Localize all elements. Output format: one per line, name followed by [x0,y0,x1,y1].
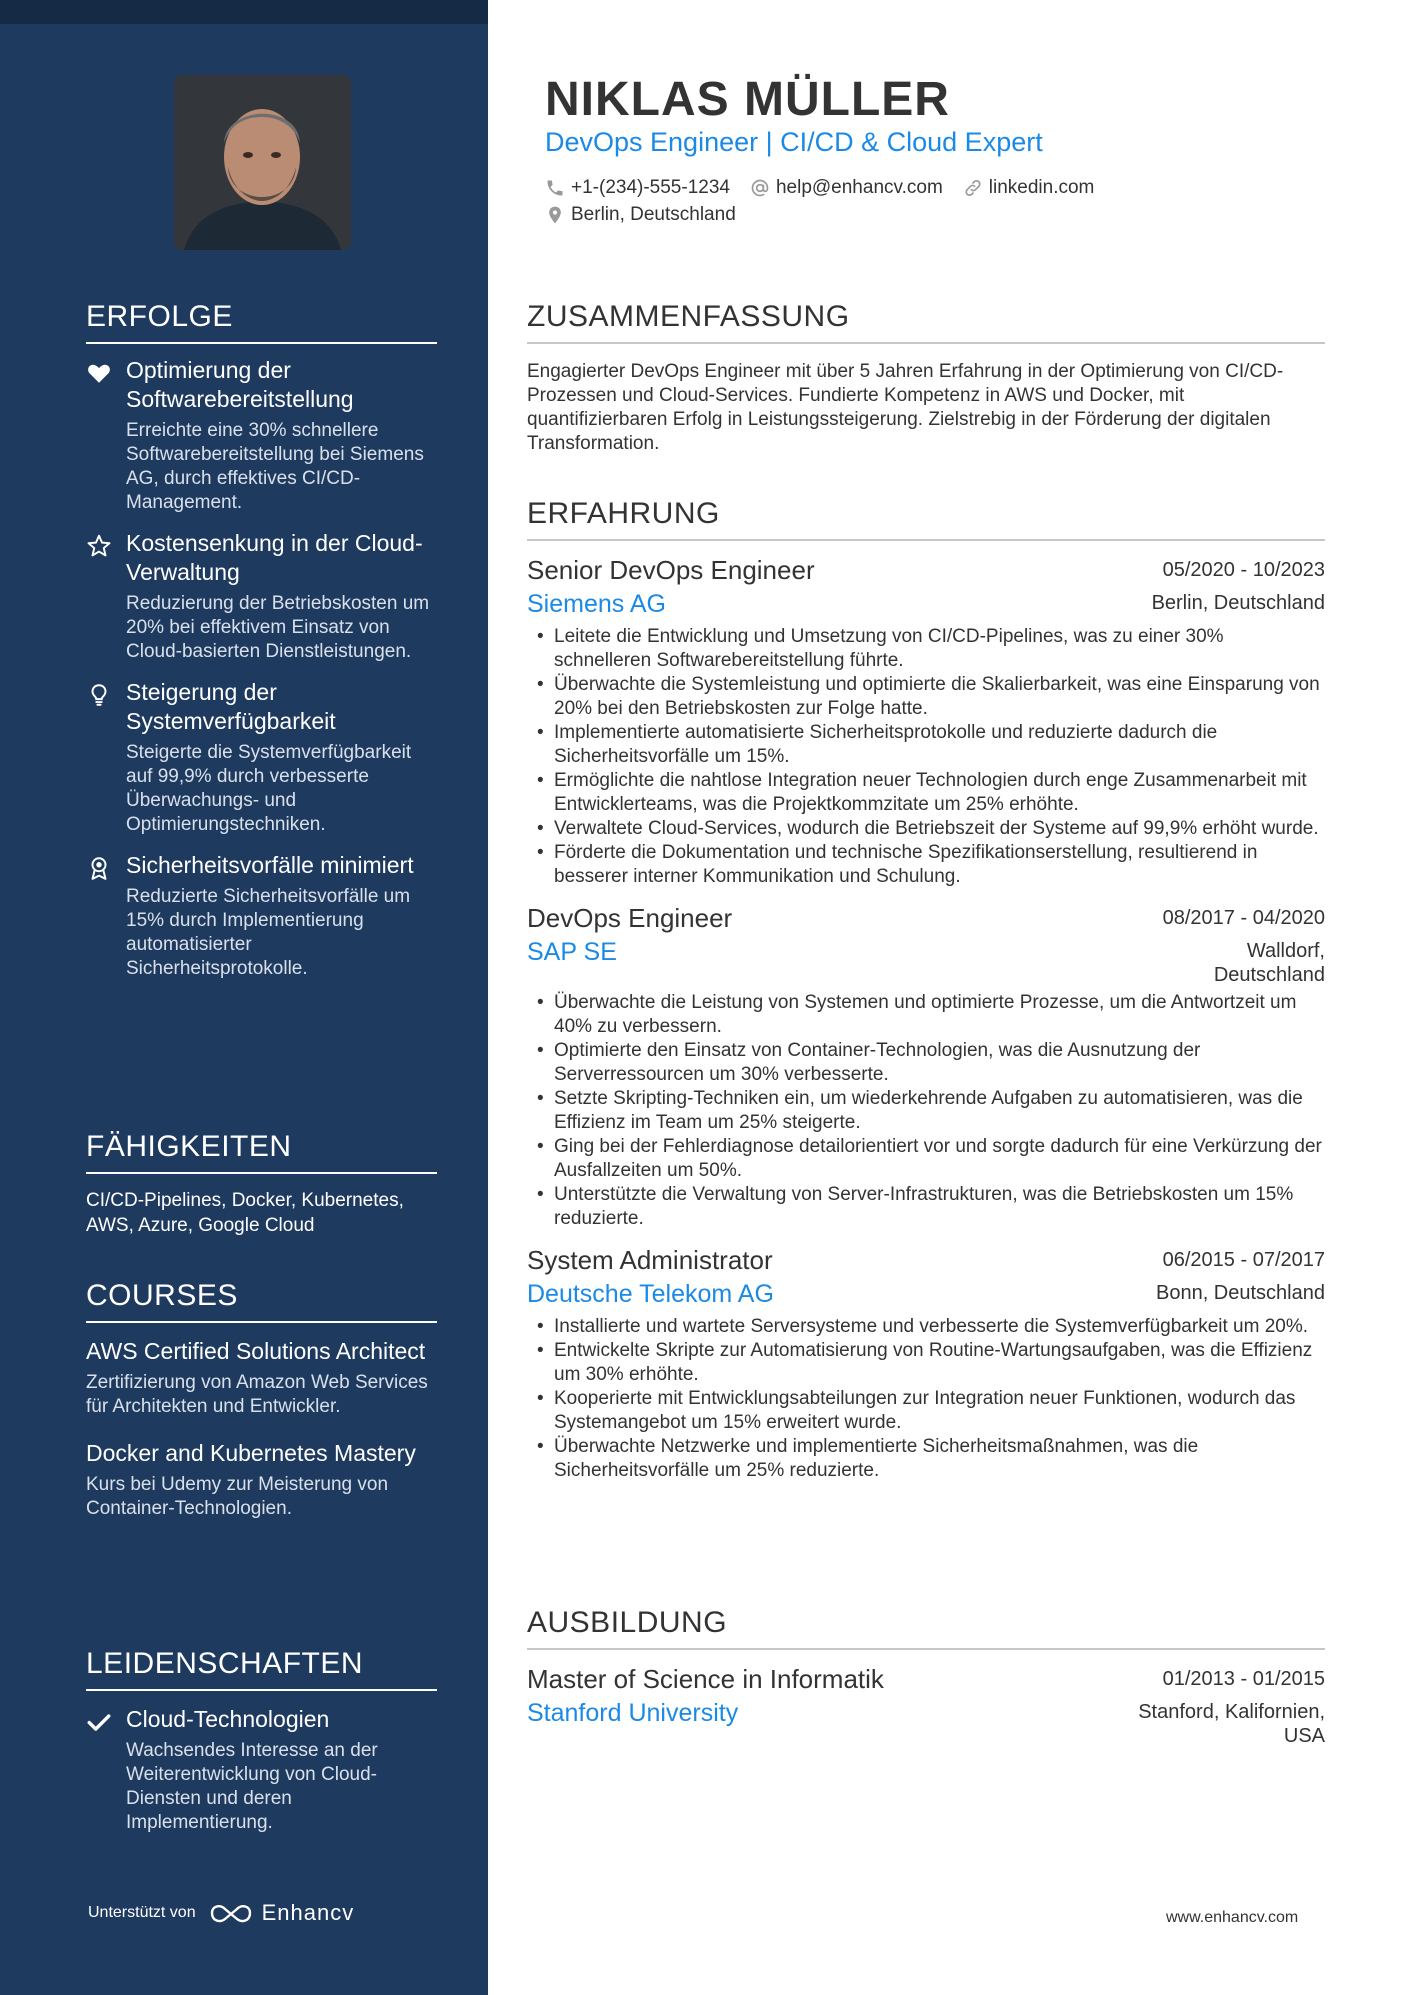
job-dates: 05/2020 - 10/2023 [1162,559,1325,581]
phone-icon [545,178,565,198]
enhancv-logo[interactable] [208,1900,355,1926]
lightbulb-icon [86,682,112,708]
achievement-item [86,678,437,837]
job-bullet: • Verwaltete Cloud-Services, wodurch die Betriebszeit der Systeme auf 99,9% erhöht wurde. [527,817,1325,841]
job-title: Senior DevOps Engineer [527,555,815,585]
contact-row-location [545,204,736,226]
skills-section [86,1130,437,1238]
achievement-desc: Reduzierte Sicherheitsvorfälle um 15% durch Implementierung automatisierter Sicherheitsprotokolle. [126,886,411,979]
job-entry [527,553,1325,889]
courses-heading: COURSES [86,1279,437,1323]
job-bullet: • Setzte Skripting-Techniken ein, um wiederkehrende Aufgaben zu automatisieren, was die Effizienz im Team um 25% steigerte. [527,1087,1325,1135]
job-title: System Administrator [527,1245,773,1275]
job-bullet: • Ermöglichte die nahtlose Integration neuer Technologien durch enge Zusammenarbeit mit Entwicklerteams, was die Projektkommzitate um 25% erhöhte. [527,769,1325,817]
contact-location [545,204,736,226]
achievement-desc: Reduzierung der Betriebskosten um 20% bei effektivem Einsatz von Cloud-basierten Dienstleistungen. [126,593,430,662]
heart-icon [86,360,112,386]
education-heading: AUSBILDUNG [527,1606,1325,1650]
summary-section [527,300,1325,456]
achievement-title: Steigerung der Systemverfügbarkeit [126,679,336,734]
course-desc: Kurs bei Udemy zur Meisterung von Container-Technologien. [86,1474,389,1519]
passion-title: Cloud-Technologien [126,1706,330,1732]
job-bullet: • Entwickelte Skripte zur Automatisierung von Routine-Wartungsaufgaben, was die Effizienz um 30% erhöhte. [527,1339,1325,1387]
education-entry [527,1662,1325,1748]
achievement-item [86,356,437,515]
course-desc: Zertifizierung von Amazon Web Services für Architekten und Entwickler. [86,1372,428,1417]
achievement-item [86,529,437,664]
school-name[interactable]: Stanford University [527,1699,739,1727]
experience-section [527,497,1325,1483]
courses-section [86,1279,437,1521]
contact-row [545,177,1094,199]
job-location: Berlin, Deutschland [1151,592,1325,614]
course-item [86,1439,437,1521]
achievement-item [86,851,437,981]
star-icon [86,533,112,559]
education-section [527,1606,1325,1748]
check-icon [86,1709,112,1735]
job-bullets [527,991,1325,1231]
contact-phone[interactable] [545,177,730,199]
passions-section [86,1647,437,1835]
job-bullet: • Überwachte die Systemleistung und optimierte die Skalierbarkeit, was eine Einsparung von 20% bei den Betriebskosten zur Folge hatte. [527,673,1325,721]
job-bullet: • Kooperierte mit Entwicklungsabteilungen zur Integration neuer Funktionen, wodurch das Systemangebot um 15% erweitert wurde. [527,1387,1325,1435]
achievement-desc: Erreichte eine 30% schnellere Softwarebereitstellung bei Siemens AG, durch effektives CI/CD-Management. [126,420,424,513]
job-bullet: • Ging bei der Fehlerdiagnose detailorientiert vor und sorgte dadurch für eine Verkürzung der Ausfallzeiten um 50%. [527,1135,1325,1183]
job-bullet: • Optimierte den Einsatz von Container-Technologien, was die Ausnutzung der Serverressourcen um 30% verbesserte. [527,1039,1325,1087]
passion-item [86,1705,437,1835]
job-bullet: • Überwachte Netzwerke und implementierte Sicherheitsmaßnahmen, was die Sicherheitsvorfälle um 25% reduzierte. [527,1435,1325,1483]
job-company[interactable]: Siemens AG [527,590,666,618]
skills-list: CI/CD-Pipelines, Docker, Kubernetes, AWS, Azure, Google Cloud [86,1190,404,1236]
education-dates: 01/2013 - 01/2015 [1162,1668,1325,1690]
job-bullets [527,1315,1325,1483]
candidate-name: NIKLAS MÜLLER [545,73,950,126]
award-icon [86,855,112,881]
job-bullet: • Überwachte die Leistung von Systemen und optimierte Prozesse, um die Antwortzeit um 40% zu verbessern. [527,991,1325,1039]
footer-url[interactable]: www.enhancv.com [1166,1909,1299,1926]
job-bullet: • Förderte die Dokumentation und technische Spezifikationserstellung, resultierend in besserer interner Kommunikation und Schulung. [527,841,1325,889]
degree-title: Master of Science in Informatik [527,1664,884,1694]
sidebar-top-bar [0,0,488,24]
skills-heading: FÄHIGKEITEN [86,1130,437,1174]
passion-desc: Wachsendes Interesse an der Weiterentwicklung von Cloud-Diensten und deren Implementierung. [126,1740,378,1833]
linkedin-text: linkedin.com [988,177,1095,198]
enhancv-logo-icon [208,1900,254,1926]
powered-by-label: Unterstützt von [88,1904,196,1921]
contact-email[interactable] [750,177,943,199]
candidate-subtitle: DevOps Engineer | CI/CD & Cloud Expert [545,127,1043,157]
job-company[interactable]: Deutsche Telekom AG [527,1280,774,1308]
powered-by [88,1900,354,1926]
summary-text: Engagierter DevOps Engineer mit über 5 Jahren Erfahrung in der Optimierung von CI/CD-Prozessen und Cloud-Services. Fundierte Kompetenz in AWS und Docker, mit quantifizierbaren Erfolg in Leistungssteigerung. Zielstrebig in der Förderung der digitalen Transformation. [527,361,1284,454]
job-bullet: • Unterstützte die Verwaltung von Server-Infrastrukturen, was die Betriebskosten um 15% reduzierte. [527,1183,1325,1231]
job-dates: 08/2017 - 04/2020 [1162,907,1325,929]
job-bullet: • Installierte und wartete Serversysteme und verbesserte die Systemverfügbarkeit um 20%. [527,1315,1325,1339]
job-entry [527,1243,1325,1483]
location-pin-icon [545,205,565,225]
course-item [86,1337,437,1419]
summary-heading: ZUSAMMENFASSUNG [527,300,1325,344]
phone-text: +1-(234)-555-1234 [571,177,730,198]
achievement-title: Kostensenkung in der Cloud-Verwaltung [126,530,423,585]
at-sign-icon [750,178,770,198]
course-title: AWS Certified Solutions Architect [86,1338,426,1364]
job-company[interactable]: SAP SE [527,938,617,966]
achievement-title: Sicherheitsvorfälle minimiert [126,852,414,878]
sidebar [0,0,488,1995]
enhancv-brand-name: Enhancv [261,1900,355,1925]
achievement-desc: Steigerte die Systemverfügbarkeit auf 99,9% durch verbesserte Überwachungs- und Optimierungstechniken. [126,742,412,835]
passions-heading: LEIDENSCHAFTEN [86,1647,437,1691]
job-dates: 06/2015 - 07/2017 [1162,1249,1325,1271]
achievements-section [86,300,437,981]
school-location: Stanford, Kalifornien, USA [1138,1701,1325,1747]
achievements-heading: ERFOLGE [86,300,437,344]
achievement-title: Optimierung der Softwarebereitstellung [126,357,354,412]
contact-linkedin[interactable] [963,177,1095,199]
job-location: Walldorf, Deutschland [1213,940,1325,986]
job-location: Bonn, Deutschland [1155,1282,1325,1304]
experience-heading: ERFAHRUNG [527,497,1325,541]
job-entry [527,901,1325,1231]
job-bullet: • Implementierte automatisierte Sicherheitsprotokolle und reduzierte dadurch die Sicherheitsvorfälle um 15%. [527,721,1325,769]
profile-photo [174,75,351,250]
job-title: DevOps Engineer [527,903,733,933]
email-text: help@enhancv.com [775,177,943,198]
job-bullet: • Leitete die Entwicklung und Umsetzung von CI/CD-Pipelines, was zu einer 30% schnelleren Softwarebereitstellung führte. [527,625,1325,673]
job-bullets [527,625,1325,889]
link-icon [963,178,983,198]
location-text: Berlin, Deutschland [571,204,736,225]
course-title: Docker and Kubernetes Mastery [86,1440,416,1466]
